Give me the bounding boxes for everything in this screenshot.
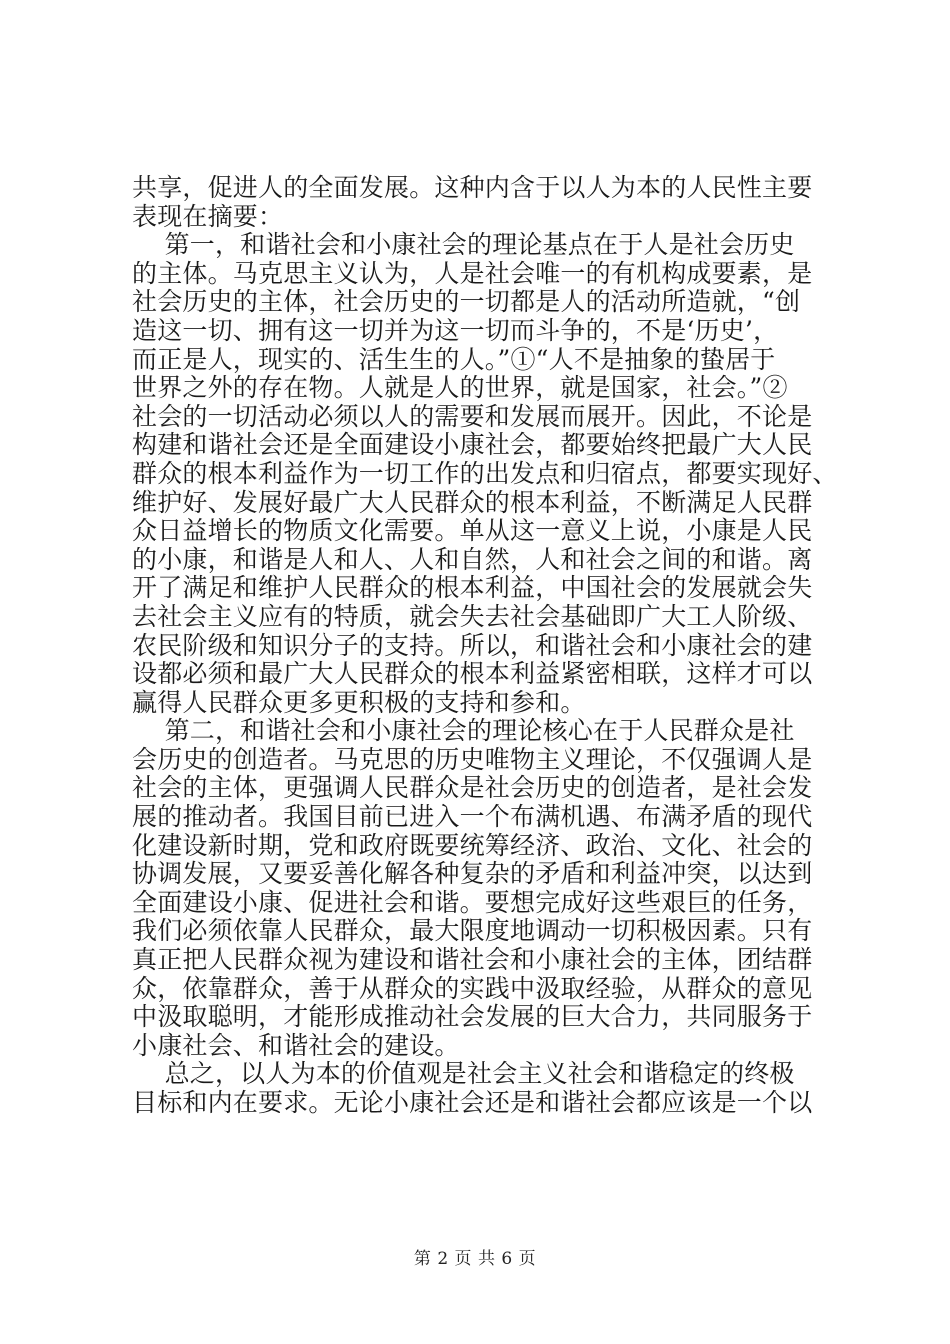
text-line: 农民阶级和知识分子的支持。所以，和谐社会和小康社会的建 xyxy=(132,630,813,660)
text-line: 小康社会、和谐社会的建设。 xyxy=(132,1030,460,1060)
text-line: 会历史的创造者。马克思的历史唯物主义理论，不仅强调人是 xyxy=(132,744,813,774)
text-line: 展的推动者。我国目前已进入一个布满机遇、布满矛盾的现代 xyxy=(132,802,813,832)
body-text xyxy=(132,173,838,1118)
text-line: 协调发展，又要妥善化解各种复杂的矛盾和利益冲突，以达到 xyxy=(132,859,813,889)
text-line: 第二，和谐社会和小康社会的理论核心在于人民群众是社 xyxy=(132,716,795,746)
text-line: 第一，和谐社会和小康社会的理论基点在于人是社会历史 xyxy=(132,230,795,260)
text-line: 构建和谐社会还是全面建设小康社会，都要始终把最广大人民 xyxy=(132,430,813,460)
text-line: 我们必须依靠人民群众，最大限度地调动一切积极因素。只有 xyxy=(132,916,813,946)
text-line: 社会历史的主体，社会历史的一切都是人的活动所造就，“创 xyxy=(132,287,801,317)
text-line: 真正把人民群众视为建设和谐社会和小康社会的主体，团结群 xyxy=(132,945,813,975)
text-line: 目标和内在要求。无论小康社会还是和谐社会都应该是一个以 xyxy=(132,1088,813,1117)
text-line: 全面建设小康、促进社会和谐。要想完成好这些艰巨的任务， xyxy=(132,887,813,917)
text-line: 化建设新时期，党和政府既要统筹经济、政治、文化、社会的 xyxy=(132,830,813,860)
text-line: 去社会主义应有的特质，就会失去社会基础即广大工人阶级、 xyxy=(132,601,813,631)
text-line: 维护好、发展好最广大人民群众的根本利益，不断满足人民群 xyxy=(132,487,813,517)
text-line: 的小康，和谐是人和人、人和自然，人和社会之间的和谐。离 xyxy=(132,544,813,574)
text-line: 共享，促进人的全面发展。这种内含于以人为本的人民性主要 xyxy=(132,173,813,202)
text-line: 的主体。马克思主义认为，人是社会唯一的有机构成要素，是 xyxy=(132,258,813,288)
text-line: 总之，以人为本的价值观是社会主义社会和谐稳定的终极 xyxy=(132,1059,795,1089)
text-line: 中汲取聪明，才能形成推动社会发展的巨大合力，共同服务于 xyxy=(132,1002,813,1032)
text-line: 群众的根本利益作为一切工作的出发点和归宿点，都要实现好、 xyxy=(132,458,838,488)
text-line: 造这一切、拥有这一切并为这一切而斗争的，不是‘历史’， xyxy=(132,315,779,345)
text-line: 众日益增长的物质文化需要。单从这一意义上说，小康是人民 xyxy=(132,516,813,546)
page-number-footer: 第 2 页 共 6 页 xyxy=(413,1249,537,1269)
text-line: 社会的主体，更强调人民群众是社会历史的创造者，是社会发 xyxy=(132,773,813,803)
text-line: 社会的一切活动必须以人的需要和发展而展开。因此，不论是 xyxy=(132,401,813,431)
text-line: 赢得人民群众更多更积极的支持和参和。 xyxy=(132,687,586,717)
text-line: 而正是人，现实的、活生生的人。”①“人不是抽象的蛰居于 xyxy=(132,344,776,374)
text-line: 世界之外的存在物。人就是人的世界，就是国家，社会。”② xyxy=(132,373,788,403)
text-line: 表现在摘要： xyxy=(132,201,284,231)
text-line: 开了满足和维护人民群众的根本利益，中国社会的发展就会失 xyxy=(132,573,813,603)
text-line: 众，依靠群众，善于从群众的实践中汲取经验，从群众的意见 xyxy=(132,973,813,1003)
text-line: 设都必须和最广大人民群众的根本利益紧密相联，这样才可以 xyxy=(132,659,813,689)
